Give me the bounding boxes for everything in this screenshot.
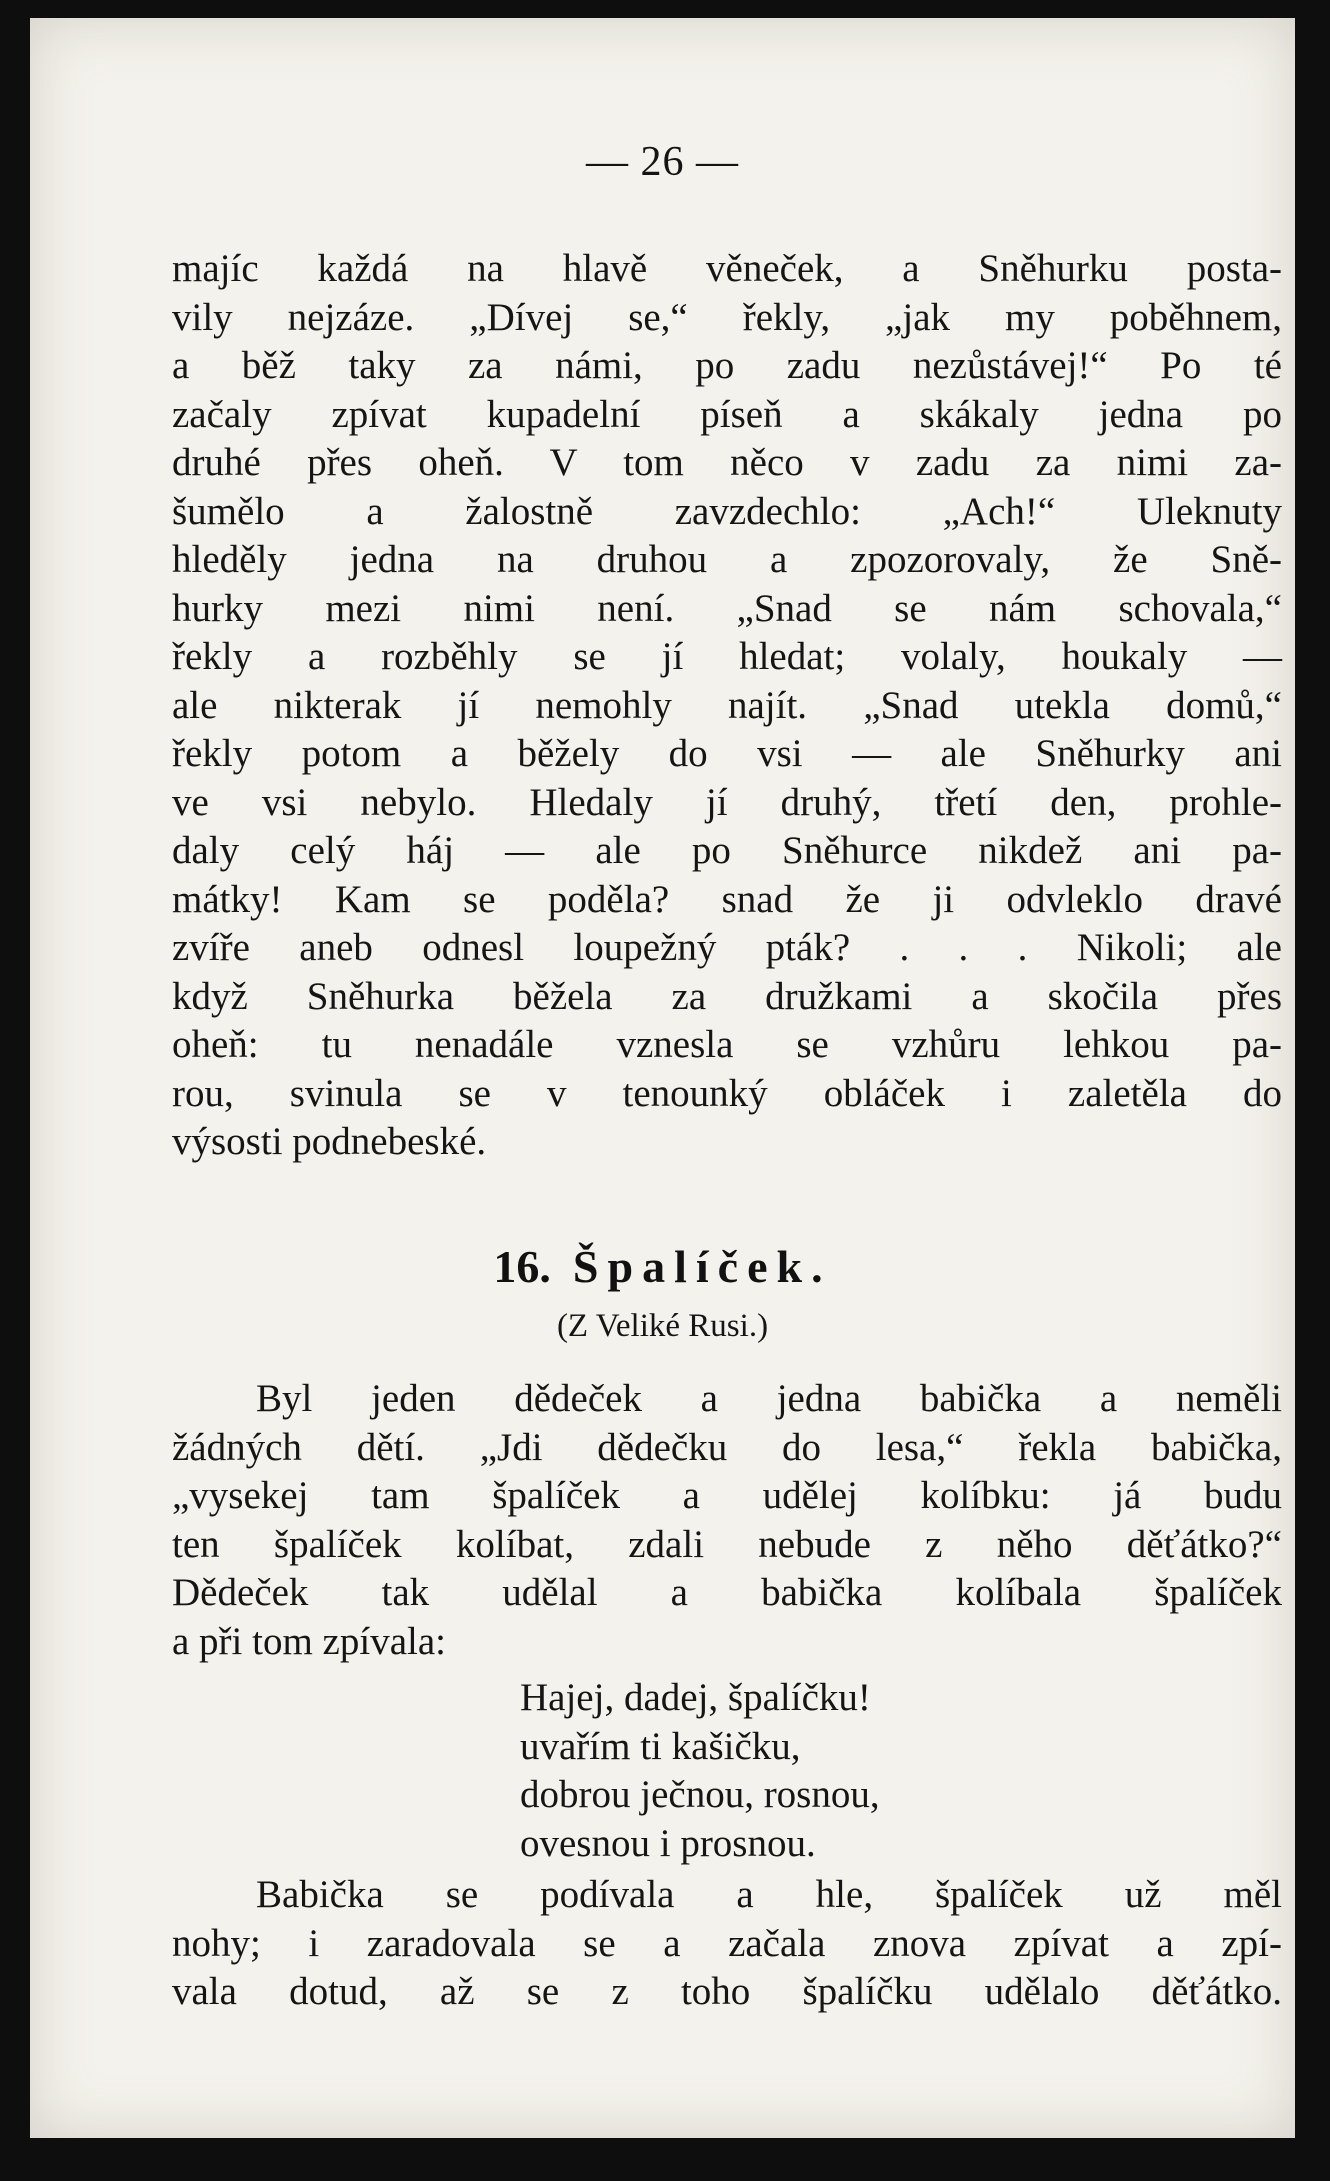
text-line: hurky mezi nimi není. „Snad se nám schovala,“ (172, 586, 1282, 630)
text-line: oheň: tu nenadále vznesla se vzhůru lehkou pa- (172, 1023, 1282, 1066)
text-line: šumělo a žalostně zavzdechlo: „Ach!“ Uleknuty (172, 489, 1282, 533)
text-line: Babička se podívala a hle, špalíček už měl (256, 1873, 1282, 1916)
verse-line: ovesnou i prosnou. (520, 1821, 816, 1865)
text-line: řekly potom a běžely do vsi — ale Sněhurky ani (172, 732, 1282, 775)
verse-line: Hajej, dadej, špalíčku! (520, 1676, 871, 1719)
text-line: a běž taky za námi, po zadu nezůstávej!“ Po té (172, 344, 1282, 387)
page-number: — 26 — (586, 139, 739, 185)
text-line: „vysekej tam špalíček a udělej kolíbku: já budu (172, 1474, 1282, 1517)
song-verse (520, 1674, 880, 1868)
section-subtitle: (Z Veliké Rusi.) (556, 1308, 769, 1344)
text-line: když Sněhurka běžela za družkami a skočila přes (172, 974, 1282, 1018)
text-line: druhé přes oheň. V tom něco v zadu za nimi za- (172, 441, 1282, 484)
text-line: rou, svinula se v tenounký obláček i zaletěla do (172, 1071, 1282, 1115)
text-line: Byl jeden dědeček a jedna babička a neměli (256, 1377, 1282, 1420)
text-line: ale nikterak jí nemohly najít. „Snad utekla domů,“ (172, 683, 1282, 727)
text-line: a při tom zpívala: (172, 1619, 446, 1663)
text-line: začaly zpívat kupadelní píseň a skákaly jedna po (172, 392, 1282, 436)
section-title: Špalíček. (572, 1241, 832, 1292)
verse-line: dobrou ječnou, rosnou, (520, 1773, 880, 1816)
text-line: výsosti podnebeské. (172, 1120, 487, 1163)
text-line: ten špalíček kolíbat, zdali nebude z něho děťátko?“ (172, 1522, 1282, 1566)
text-line: daly celý háj — ale po Sněhurce nikdež ani pa- (172, 829, 1282, 872)
text-line: hleděly jedna na druhou a zpozorovaly, že Sně- (172, 538, 1282, 581)
paragraph-3 (172, 1871, 1282, 2017)
text-line: ve vsi nebylo. Hledaly jí druhý, třetí den, prohle- (172, 780, 1282, 824)
book-page (30, 18, 1295, 2138)
paragraph-1 (172, 245, 1282, 1167)
text-line: vily nejzáze. „Dívej se,“ řekly, „jak my poběhnem, (172, 295, 1282, 339)
section-heading (30, 1240, 1295, 1293)
text-line: mátky! Kam se poděla? snad že ji odvleklo dravé (172, 877, 1282, 921)
verse-line: uvařím ti kašičku, (520, 1724, 801, 1768)
text-line: majíc každá na hlavě věneček, a Sněhurku posta- (172, 247, 1282, 290)
text-line: zvíře aneb odnesl loupežný pták? . . . Nikoli; ale (172, 926, 1282, 969)
text-line: řekly a rozběhly se jí hledat; volaly, houkaly — (172, 635, 1282, 678)
section-number: 16. (493, 1241, 551, 1292)
text-line: Dědeček tak udělal a babička kolíbala špalíček (172, 1571, 1282, 1614)
text-line: nohy; i zaradovala se a začala znova zpívat a zpí- (172, 1921, 1282, 1965)
text-line: žádných dětí. „Jdi dědečku do lesa,“ řekla babička, (172, 1425, 1282, 1469)
paragraph-2 (172, 1375, 1282, 1666)
text-line: vala dotud, až se z toho špalíčku udělalo děťátko. (172, 1970, 1282, 2013)
